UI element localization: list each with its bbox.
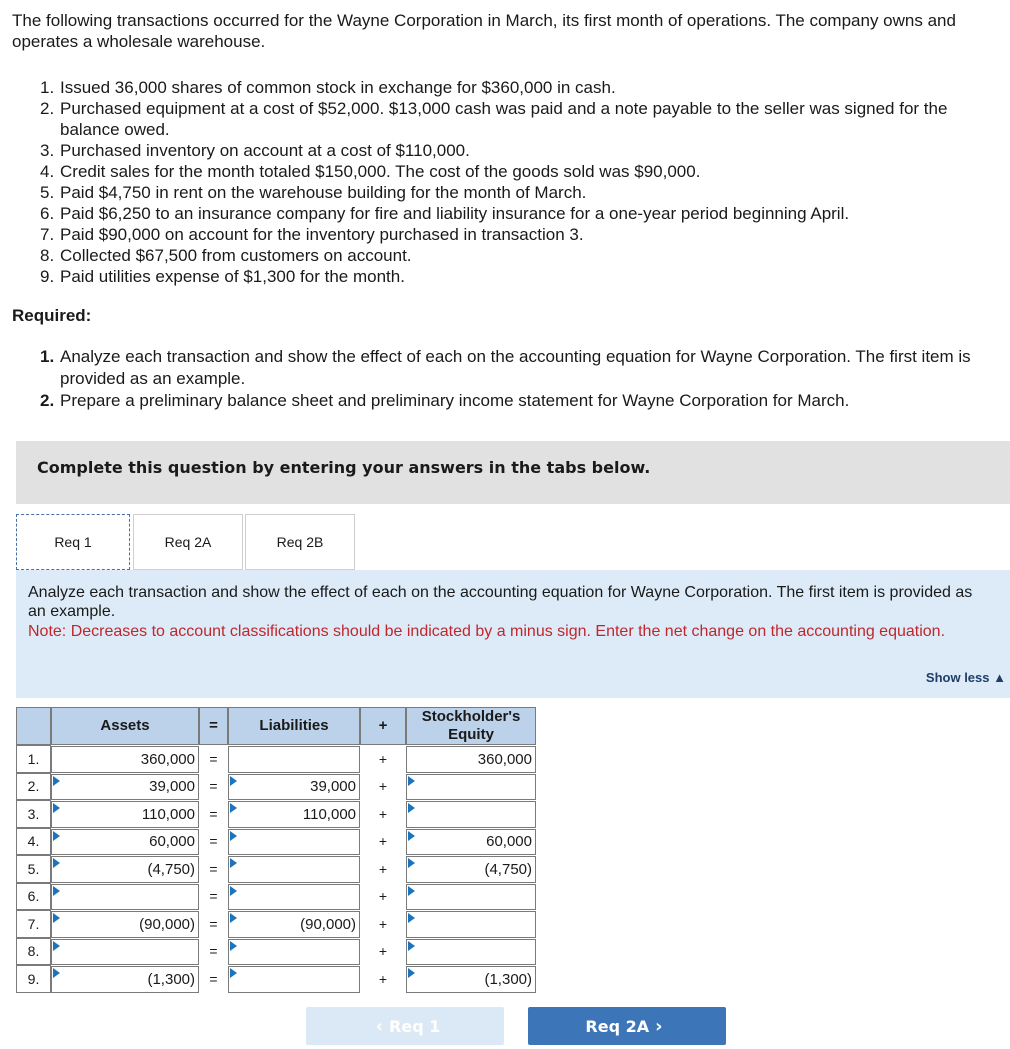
transaction-number: 5. [40,183,55,202]
transaction-text: Paid $6,250 to an insurance company for fire and liability insurance for a one-year period beginning April. [60,204,850,223]
caret-up-icon: ▲ [993,670,1006,685]
assets-input[interactable] [51,939,199,966]
row-number: 2. [16,773,51,801]
requirement-text: Analyze each transaction and show the effect of each on the accounting equation for Wayne Corporation. The first item is provided as an example. [60,347,971,388]
tab-req-1[interactable]: Req 1 [16,514,130,570]
tab-req-2a[interactable]: Req 2A [133,514,243,570]
requirement-item [40,346,990,390]
plus-sign: + [378,915,388,932]
transaction-number: 6. [40,204,55,223]
liabilities-input[interactable] [228,829,360,856]
equals-sign: = [209,888,218,905]
assets-input[interactable]: 39,000 [51,774,199,801]
assets-input[interactable] [51,884,199,911]
liabilities-input [228,746,360,773]
panel-instructions: Analyze each transaction and show the effect of each on the accounting equation for Wayne Corporation. The first item is provided as an example. [28,584,973,620]
equals-sign: = [209,805,218,822]
equity-input[interactable]: (1,300) [406,966,536,993]
equals-sign: = [209,943,218,960]
row-number: 3. [16,800,51,828]
equals-sign: = [209,970,218,987]
plus-sign: + [378,860,388,877]
tab-req-2b[interactable]: Req 2B [245,514,355,570]
transaction-text: Issued 36,000 shares of common stock in exchange for $360,000 in cash. [60,78,616,97]
assets-input[interactable]: (1,300) [51,966,199,993]
liabilities-input[interactable] [228,856,360,883]
assets-input[interactable]: 60,000 [51,829,199,856]
plus-sign: + [378,750,388,767]
required-heading: Required: [12,306,92,325]
plus-sign: + [378,805,388,822]
equals-sign: = [209,915,218,932]
equity-input: 360,000 [406,746,536,773]
instructions-banner [16,441,1010,504]
transaction-item [40,224,1000,245]
transaction-number: 1. [40,78,55,97]
tab-panel [16,570,1010,698]
equity-input[interactable] [406,801,536,828]
equals-sign: = [209,778,218,795]
assets-input: 360,000 [51,746,199,773]
intro-text: The following transactions occurred for the Wayne Corporation in March, its first month of operations. The company owns and operates a wholesale warehouse. [12,11,956,51]
transaction-text: Credit sales for the month totaled $150,000. The cost of the goods sold was $90,000. [60,162,701,181]
plus-sign: + [378,778,388,795]
header-equals: = [199,707,228,745]
requirement-text: Prepare a preliminary balance sheet and preliminary income statement for Wayne Corporation for March. [60,391,850,410]
liabilities-input[interactable] [228,884,360,911]
transaction-item [40,203,1000,224]
equity-input[interactable]: (4,750) [406,856,536,883]
panel-note: Note: Decreases to account classifications should be indicated by a minus sign. Enter the net change on the accounting equation. [28,623,946,640]
requirement-item [40,390,990,412]
transaction-item [40,77,1000,98]
row-number: 8. [16,938,51,966]
header-liabilities: Liabilities [228,707,360,745]
transaction-item [40,245,1000,266]
header-plus: + [360,707,406,745]
equals-sign: = [209,750,218,767]
row-number: 4. [16,828,51,856]
equals-sign: = [209,860,218,877]
requirements-list [40,346,990,412]
equity-input[interactable] [406,774,536,801]
row-number: 6. [16,883,51,911]
transaction-text: Purchased inventory on account at a cost of $110,000. [60,141,470,160]
transaction-text: Paid utilities expense of $1,300 for the month. [60,267,405,286]
plus-sign: + [378,943,388,960]
row-number: 5. [16,855,51,883]
assets-input[interactable]: (4,750) [51,856,199,883]
transaction-text: Paid $4,750 in rent on the warehouse building for the month of March. [60,183,587,202]
liabilities-input[interactable]: 110,000 [228,801,360,828]
transaction-number: 9. [40,267,55,286]
liabilities-input[interactable]: 39,000 [228,774,360,801]
row-number: 7. [16,910,51,938]
chevron-right-icon: › [655,1015,663,1037]
row-number: 9. [16,965,51,993]
liabilities-input[interactable] [228,966,360,993]
liabilities-input[interactable] [228,939,360,966]
prev-req-button[interactable] [306,1007,504,1045]
show-less-label: Show less [925,670,990,685]
requirement-number: 2. [40,391,55,410]
transaction-text: Paid $90,000 on account for the inventory purchased in transaction 3. [60,225,584,244]
transaction-number: 3. [40,141,55,160]
show-less-link[interactable] [926,670,1006,685]
header-assets: Assets [51,707,199,745]
transaction-text: Purchased equipment at a cost of $52,000. $13,000 cash was paid and a note payable to the seller was signed for the balance owed. [60,99,948,139]
transaction-item [40,161,1000,182]
header-stockholders-equity: Stockholder's Equity [406,707,536,745]
plus-sign: + [378,970,388,987]
requirement-number: 1. [40,347,55,366]
transaction-item [40,266,1000,287]
equity-input[interactable] [406,884,536,911]
liabilities-input[interactable]: (90,000) [228,911,360,938]
plus-sign: + [378,888,388,905]
assets-input[interactable]: (90,000) [51,911,199,938]
row-number: 1. [16,745,51,773]
chevron-left-icon: ‹ [375,1015,384,1037]
equity-input[interactable] [406,939,536,966]
transaction-number: 7. [40,225,55,244]
transaction-number: 2. [40,99,55,118]
header-blank [16,707,51,745]
transaction-item [40,98,1000,140]
transaction-number: 4. [40,162,55,181]
next-req-label: Req 2A [585,1016,650,1036]
transaction-number: 8. [40,246,55,265]
transaction-list [40,77,1000,287]
equals-sign: = [209,833,218,850]
banner-text: Complete this question by entering your answers in the tabs below. [37,458,651,477]
assets-input[interactable]: 110,000 [51,801,199,828]
transaction-item [40,140,1000,161]
transaction-text: Collected $67,500 from customers on account. [60,246,412,265]
transaction-item [40,182,1000,203]
next-req-button[interactable] [528,1007,726,1045]
prev-req-label: Req 1 [389,1016,441,1036]
equity-input[interactable] [406,911,536,938]
equity-input[interactable]: 60,000 [406,829,536,856]
plus-sign: + [378,833,388,850]
